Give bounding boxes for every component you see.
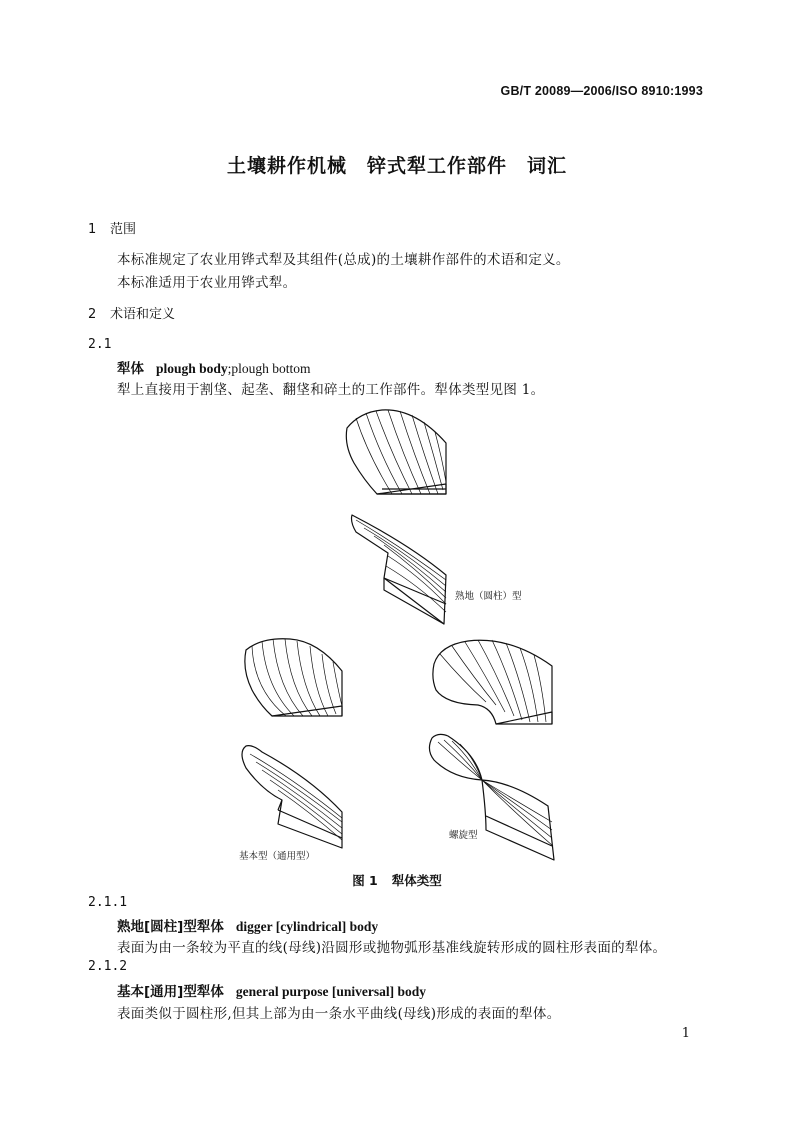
section-number: 1 (88, 222, 97, 237)
figure-number: 图 1 (352, 873, 378, 888)
figure-caption-text: 犁体类型 (391, 873, 442, 888)
general-body-side-illustration (245, 639, 342, 716)
helical-body-side-illustration (433, 640, 552, 724)
document-title: 土壤耕作机械 锌式犁工作部件 词汇 (226, 155, 567, 177)
definition-2-1-1: 表面为由一条较为平直的线(母线)沿圆形或抛物弧形基准线旋转形成的圆柱形表面的犁体。 (117, 940, 667, 956)
term-zh: 犁体 (117, 361, 144, 377)
figure-label-helical: 螺旋型 (449, 830, 478, 841)
scope-paragraph-2: 本标准适用于农业用铧式犁。 (117, 275, 297, 291)
scope-paragraph-1: 本标准规定了农业用铧式犁及其组件(总成)的土壤耕作部件的术语和定义。 (117, 252, 570, 268)
helical-body-front-illustration (429, 734, 554, 860)
section-title: 范围 (110, 222, 137, 237)
clause-number-2-1-2: 2.1.2 (88, 959, 128, 974)
term-en-alt: ;plough bottom (227, 361, 311, 376)
standard-number: GB/T 20089—2006/ISO 8910:1993 (500, 84, 703, 98)
section-title: 术语和定义 (110, 307, 176, 322)
digger-body-front-illustration (352, 515, 447, 624)
clause-number-2-1: 2.1 (88, 337, 112, 352)
term-en: digger [cylindrical] body (235, 919, 379, 934)
term-zh: 基本[通用]型犁体 (117, 984, 224, 1000)
section-number: 2 (88, 307, 97, 322)
general-body-front-illustration (242, 746, 342, 848)
page-number: 1 (681, 1026, 690, 1041)
figure-caption (0, 871, 794, 889)
figure-label-digger: 熟地（圆柱）型 (455, 591, 522, 602)
figure-label-general: 基本型（通用型） (239, 851, 316, 862)
term-2-1-2 (117, 980, 426, 1000)
term-zh: 熟地[圆柱]型犁体 (117, 919, 224, 935)
clause-number-2-1-1: 2.1.1 (88, 895, 128, 910)
definition-2-1: 犁上直接用于割垡、起垄、翻垡和碎土的工作部件。犁体类型见图 1。 (117, 382, 545, 398)
definition-2-1-2: 表面类似于圆柱形,但其上部为由一条水平曲线(母线)形成的表面的犁体。 (117, 1006, 561, 1022)
term-2-1-1 (117, 915, 378, 935)
digger-body-side-illustration (346, 410, 446, 494)
term-en: general purpose [universal] body (235, 984, 426, 999)
term-en: plough body (156, 361, 228, 376)
